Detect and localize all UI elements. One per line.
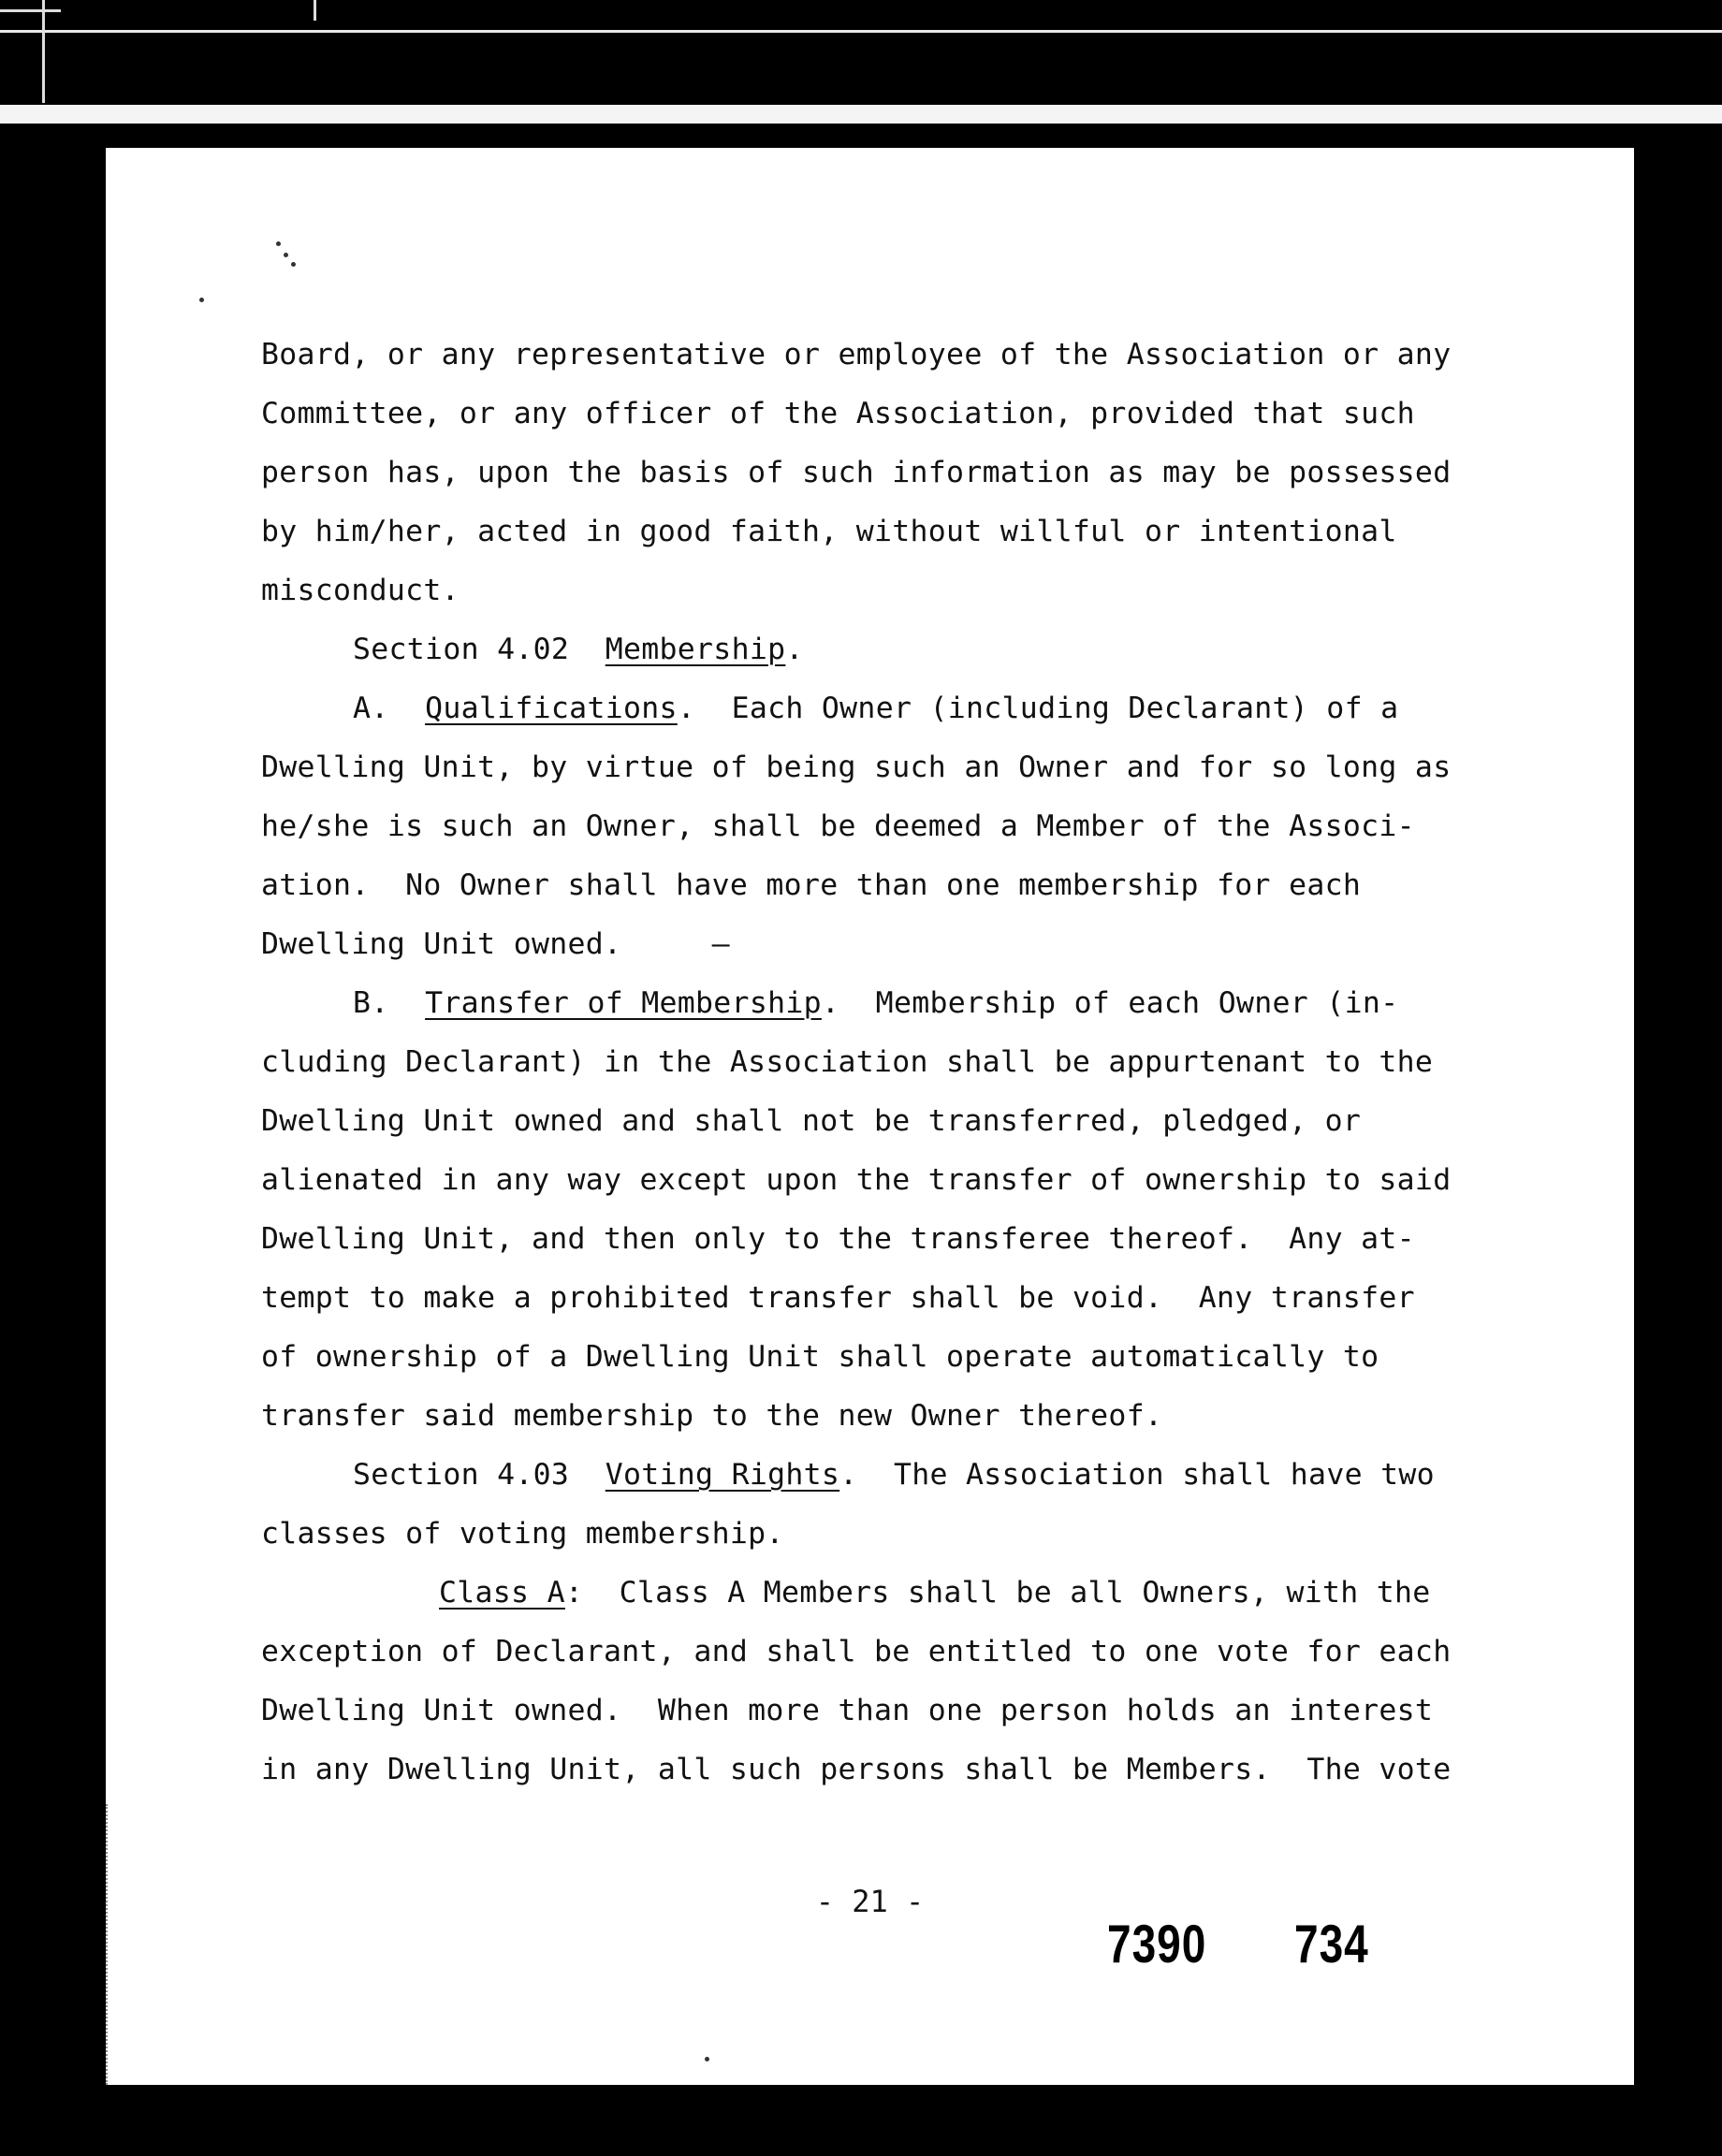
text-run: Board, or any representative or employee of the Association or any	[261, 338, 1452, 371]
text-line	[261, 444, 1478, 503]
text-run: Committee, or any officer of the Association, provided that such	[261, 397, 1415, 430]
text-line	[261, 856, 1478, 915]
text-run: Section 4.03	[353, 1458, 606, 1492]
scan-top-border	[0, 0, 1722, 140]
underlined-heading: Voting Rights	[605, 1458, 840, 1492]
scan-speck	[291, 262, 296, 267]
underlined-heading: Transfer of Membership	[425, 986, 822, 1020]
text-line	[261, 1623, 1478, 1682]
record-number-right: 734	[1294, 1913, 1369, 1974]
text-run: of ownership of a Dwelling Unit shall operate automatically to	[261, 1340, 1379, 1374]
record-number-left: 7390	[1107, 1913, 1207, 1974]
text-run: Section 4.02	[353, 633, 606, 666]
text-run: he/she is such an Owner, shall be deemed a Member of the Associ-	[261, 809, 1415, 843]
text-run: .	[785, 633, 804, 666]
text-line	[261, 1269, 1478, 1328]
underlined-heading: Membership	[605, 633, 786, 666]
text-line	[261, 561, 1478, 620]
text-line	[261, 1682, 1478, 1741]
scan-rule-line	[0, 30, 1722, 33]
text-line	[261, 1210, 1478, 1269]
text-run: exception of Declarant, and shall be entitled to one vote for each	[261, 1635, 1452, 1668]
scan-speck	[276, 241, 281, 246]
underlined-heading: Qualifications	[425, 692, 678, 725]
text-run: Dwelling Unit, and then only to the transferee thereof. Any at-	[261, 1222, 1415, 1256]
scan-mark	[42, 0, 45, 103]
text-line	[261, 915, 1478, 974]
text-run: Dwelling Unit owned. When more than one person holds an interest	[261, 1694, 1434, 1727]
text-line	[261, 1446, 1478, 1505]
text-run: cluding Declarant) in the Association shall be appurtenant to the	[261, 1045, 1434, 1079]
document-body	[261, 326, 1478, 1799]
text-line	[261, 1328, 1478, 1387]
text-line	[261, 1151, 1478, 1210]
text-run: B.	[353, 986, 426, 1020]
scan-edge-noise	[106, 1804, 145, 2085]
text-line	[261, 326, 1478, 385]
text-run: . Membership of each Owner (in-	[821, 986, 1399, 1020]
text-line	[261, 1033, 1478, 1092]
text-line	[261, 1387, 1478, 1446]
page-number: - 21 -	[815, 1884, 925, 1919]
text-run: classes of voting membership.	[261, 1517, 784, 1551]
text-run: . Each Owner (including Declarant) of a	[677, 692, 1399, 725]
text-line	[261, 1564, 1478, 1623]
text-line	[261, 1505, 1478, 1564]
text-run: : Class A Members shall be all Owners, with the	[564, 1576, 1431, 1610]
document-page	[106, 148, 1634, 2085]
scan-speck	[705, 2057, 709, 2061]
text-run: misconduct.	[261, 574, 460, 607]
text-run: tempt to make a prohibited transfer shall be void. Any transfer	[261, 1281, 1415, 1315]
text-line	[261, 503, 1478, 561]
text-line	[261, 620, 1478, 679]
text-line	[261, 1741, 1478, 1799]
text-line	[261, 797, 1478, 856]
scan-mark	[314, 0, 316, 21]
text-run: . The Association shall have two	[839, 1458, 1435, 1492]
text-run: by him/her, acted in good faith, without willful or intentional	[261, 515, 1397, 548]
scan-mark	[0, 9, 61, 12]
underlined-heading: Class A	[439, 1576, 565, 1610]
text-line	[261, 738, 1478, 797]
text-run: Dwelling Unit owned. –	[261, 927, 730, 961]
text-line	[261, 1092, 1478, 1151]
text-run: ation. No Owner shall have more than one membership for each	[261, 868, 1362, 902]
text-run: Dwelling Unit owned and shall not be transferred, pledged, or	[261, 1104, 1362, 1138]
text-run: Dwelling Unit, by virtue of being such an Owner and for so long as	[261, 750, 1452, 784]
scan-speck	[284, 253, 288, 257]
text-line	[261, 974, 1478, 1033]
scan-light-band	[0, 105, 1722, 124]
text-run: in any Dwelling Unit, all such persons shall be Members. The vote	[261, 1753, 1452, 1786]
text-run: alienated in any way except upon the transfer of ownership to said	[261, 1163, 1452, 1197]
text-run: transfer said membership to the new Owner thereof.	[261, 1399, 1163, 1433]
text-line	[261, 385, 1478, 444]
text-run: A.	[353, 692, 426, 725]
scan-speck	[199, 298, 204, 302]
text-line	[261, 679, 1478, 738]
text-run: person has, upon the basis of such information as may be possessed	[261, 456, 1452, 489]
